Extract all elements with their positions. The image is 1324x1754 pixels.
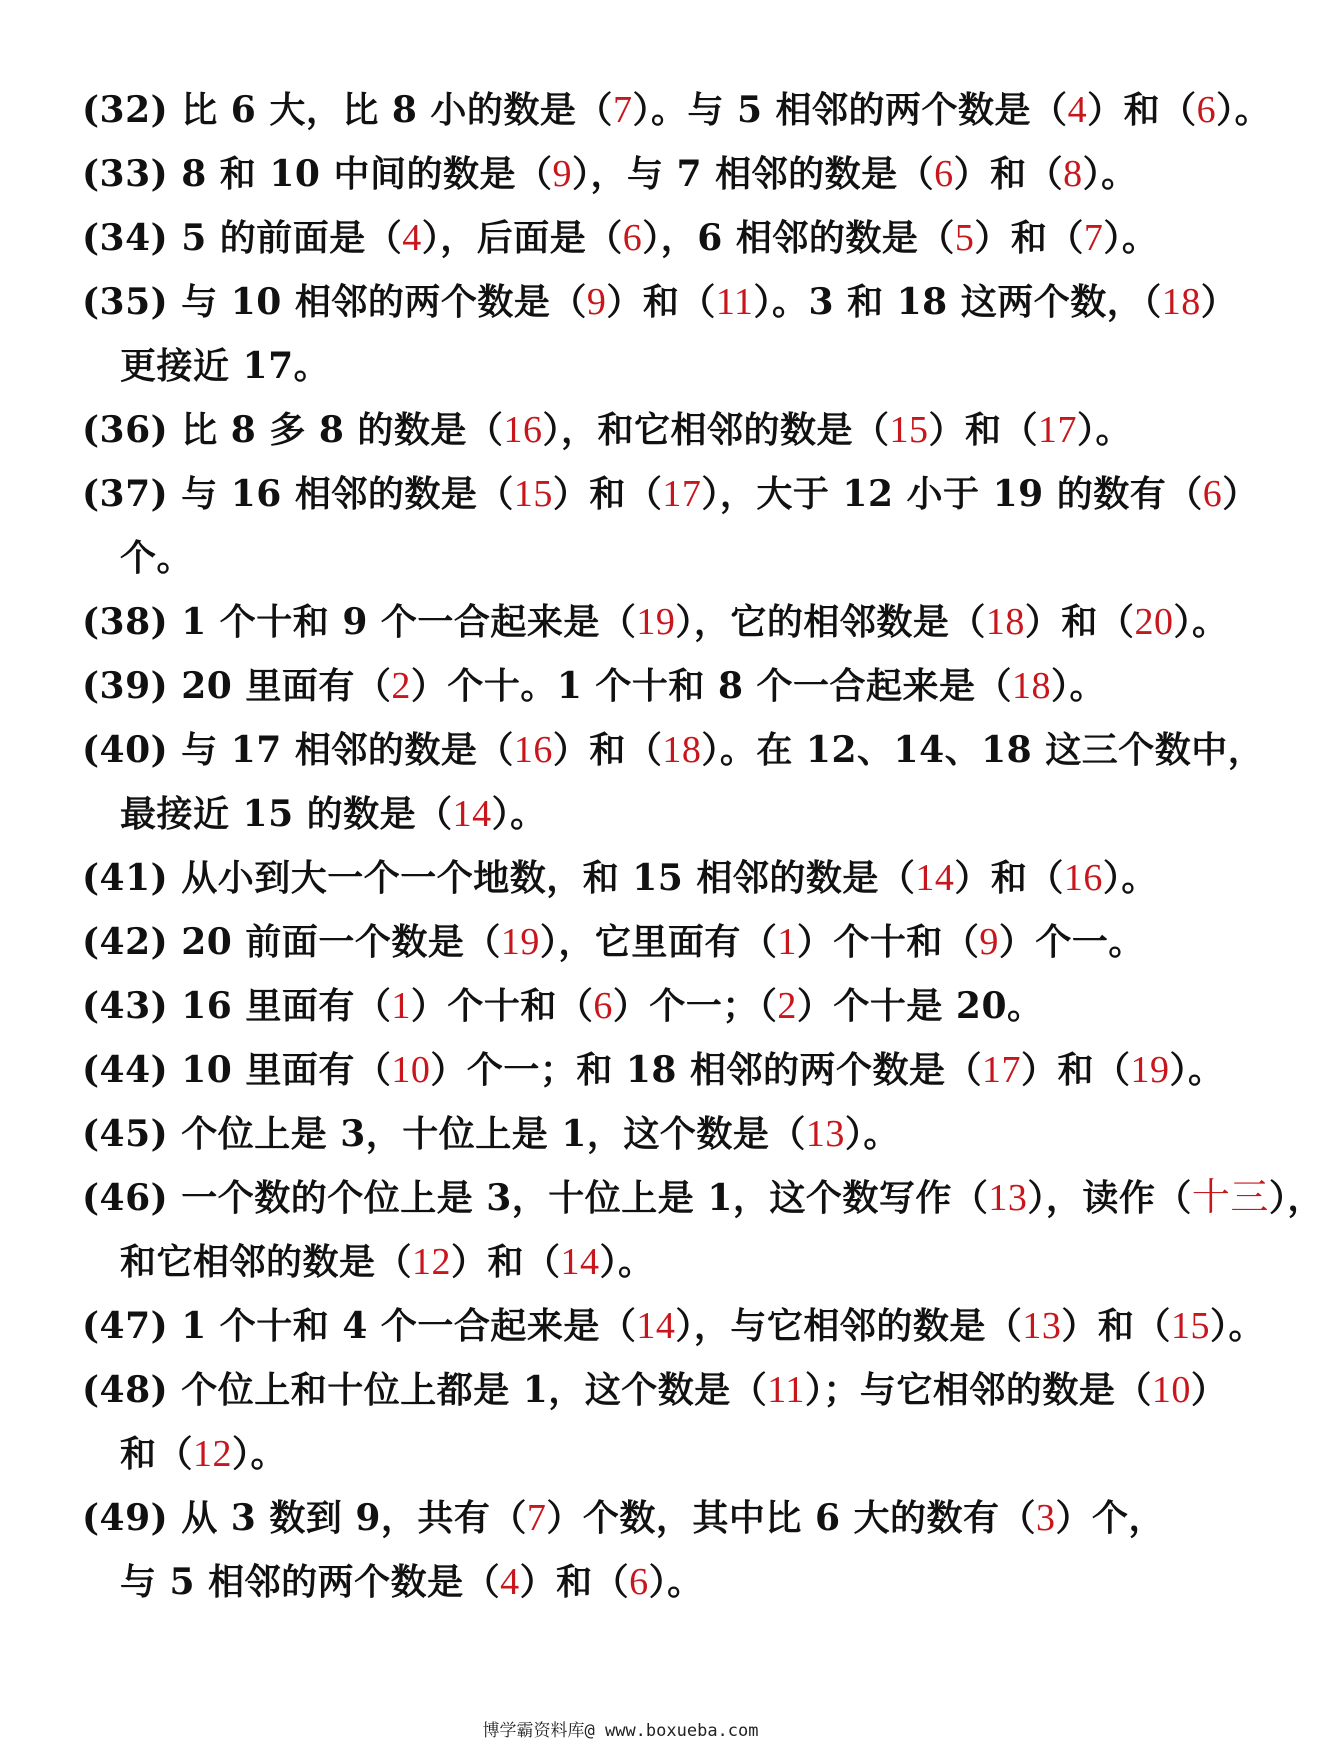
question-43 [82,974,1192,1038]
answer: 13 [988,1177,1028,1219]
answer: 十三 [1191,1177,1269,1219]
answer: 18 [1012,665,1052,707]
answer: 1 [777,921,797,963]
question-35 [82,270,1238,334]
question-37 [82,462,1259,526]
question-text: (34) 5 的前面是（ [82,217,403,259]
question-text: 个。 [120,537,194,579]
question-text: ）和（ [552,729,663,771]
question-text: (33) 8 和 10 中间的数是（ [82,153,553,195]
question-text: 最接近 15 的数是（ [120,793,453,835]
answer: 10 [391,1049,431,1091]
answer: 6 [1202,473,1223,515]
question-text: ）。3 和 18 这两个数，（ [753,281,1162,323]
answer: 19 [1130,1049,1170,1091]
answer: 2 [391,665,411,707]
question-text: (42) 20 前面一个数是（ [82,921,501,963]
question-text: ）和（ [928,409,1038,451]
question-text: ）和（ [974,217,1084,259]
question-text: ），6 相邻的数是（ [642,217,955,259]
answer: 19 [500,921,540,963]
question-text: ）和（ [1087,89,1197,131]
answer: 17 [982,1049,1022,1091]
answer: 2 [777,985,797,1027]
answer: 17 [1037,409,1077,451]
answer: 15 [889,409,929,451]
question-32 [82,78,1272,142]
answer: 16 [503,409,543,451]
answer: 14 [560,1241,600,1283]
question-text: (39) 20 里面有（ [82,665,392,707]
footer-watermark: 博学霸资料库@ www.boxueba.com [482,1721,759,1741]
question-49 [82,1486,1192,1550]
question-34 [82,206,1192,270]
question-47 [82,1294,1265,1358]
question-40-continued [82,782,1192,846]
question-text: ）。 [1102,857,1158,899]
question-text: ）。与 5 相邻的两个数是（ [632,89,1068,131]
question-text: (49) 从 3 数到 9，共有（ [82,1497,527,1539]
question-text: ）个， [1055,1497,1166,1539]
answer: 11 [715,281,754,323]
answer: 9 [552,153,572,195]
question-text: ）。 [648,1561,704,1603]
question-42 [82,910,1192,974]
question-text: ）。 [1051,665,1107,707]
question-text: ）。 [1209,1305,1265,1347]
question-text: ）个十和（ [796,921,980,963]
question-40 [82,718,1265,782]
answer: 7 [612,89,633,131]
question-text: (40) 与 17 相邻的数是（ [82,729,514,771]
question-33 [82,142,1192,206]
question-text: ） [1190,1369,1228,1411]
question-49-continued [82,1550,1192,1614]
answer: 17 [662,473,702,515]
question-text: (46) 一个数的个位上是 3，十位上是 1，这个数写作（ [82,1177,989,1219]
question-46-continued [82,1230,1192,1294]
answer: 4 [500,1561,520,1603]
question-text: ）。 [491,793,547,835]
answer: 18 [1161,281,1201,323]
question-48 [82,1358,1228,1422]
question-text: ）和（ [451,1241,561,1283]
question-text: ）和（ [1021,1049,1131,1091]
question-text: ）。在 12、14、18 这三个数中， [701,729,1265,771]
question-text: ）个一。 [998,921,1145,963]
question-text: ）和（ [519,1561,630,1603]
answer: 6 [593,985,613,1027]
question-48-continued [82,1422,1192,1486]
answer: 5 [954,217,975,259]
question-text: ）个十。1 个十和 8 个一合起来是（ [410,665,1013,707]
answer: 11 [767,1369,805,1411]
question-text: ）。 [844,1113,900,1155]
answer: 14 [452,793,492,835]
answer: 6 [622,217,643,259]
answer: 9 [586,281,607,323]
question-text: ）， [1268,1177,1324,1219]
question-text: ）；与它相邻的数是（ [804,1369,1152,1411]
question-text: ），与 7 相邻的数是（ [571,153,935,195]
question-text: (41) 从小到大一个一个地数，和 15 相邻的数是（ [82,857,916,899]
question-text: ），它的相邻数是（ [675,601,986,643]
answer: 13 [1022,1305,1062,1347]
answer: 7 [1083,217,1104,259]
question-text: (32) 比 6 大，比 8 小的数是（ [82,89,613,131]
question-text: ）。 [599,1241,655,1283]
question-text: (36) 比 8 多 8 的数是（ [82,409,504,451]
question-39 [82,654,1192,718]
question-text: ）。 [232,1433,288,1475]
answer: 18 [985,601,1025,643]
question-text: ）和（ [552,473,663,515]
answer: 6 [629,1561,649,1603]
question-text: ）和（ [953,153,1064,195]
question-text: ）和（ [606,281,716,323]
question-text: 和（ [120,1433,194,1475]
answer: 18 [662,729,702,771]
question-text: ）。 [1103,217,1159,259]
question-text: ）和（ [1061,1305,1171,1347]
question-text: ）和（ [1024,601,1135,643]
question-text: (44) 10 里面有（ [82,1049,392,1091]
question-text: (48) 个位上和十位上都是 1，这个数是（ [82,1369,768,1411]
answer: 12 [193,1433,233,1475]
answer: 7 [526,1497,547,1539]
question-text: ） [1200,281,1238,323]
question-44 [82,1038,1225,1102]
question-text: ）个数，其中比 6 大的数有（ [546,1497,1037,1539]
question-text: ）。 [1169,1049,1225,1091]
question-text: 更接近 17。 [120,345,331,387]
answer: 9 [979,921,999,963]
question-text: ）。 [1082,153,1138,195]
answer: 6 [934,153,954,195]
question-38 [82,590,1229,654]
answer: 19 [636,601,676,643]
question-text: (47) 1 个十和 4 个一合起来是（ [82,1305,637,1347]
question-45 [82,1102,1192,1166]
answer: 10 [1151,1369,1191,1411]
question-text: (37) 与 16 相邻的数是（ [82,473,514,515]
question-text: ）个十是 20。 [796,985,1044,1027]
answer: 20 [1134,601,1174,643]
answer: 13 [805,1113,845,1155]
question-41 [82,846,1192,910]
question-text: ），读作（ [1027,1177,1192,1219]
question-text: ），和它相邻的数是（ [542,409,890,451]
question-text: ），它里面有（ [539,921,778,963]
answer: 4 [1067,89,1088,131]
answer: 6 [1196,89,1217,131]
question-text: ）。 [1076,409,1132,451]
question-text: 与 5 相邻的两个数是（ [120,1561,501,1603]
question-36 [82,398,1192,462]
answer: 16 [1063,857,1103,899]
question-text: ） [1222,473,1259,515]
question-text: (45) 个位上是 3，十位上是 1，这个数是（ [82,1113,806,1155]
answer: 4 [402,217,422,259]
question-list [82,78,1324,1614]
question-text: 和它相邻的数是（ [120,1241,413,1283]
question-text: ）。 [1173,601,1229,643]
answer: 14 [636,1305,676,1347]
question-text: ），大于 12 小于 19 的数有（ [701,473,1203,515]
question-text: ）个一；（ [612,985,778,1027]
question-text: ）和（ [954,857,1064,899]
question-text: (38) 1 个十和 9 个一合起来是（ [82,601,637,643]
question-35-continued [82,334,1192,398]
question-text: ），与它相邻的数是（ [675,1305,1023,1347]
answer: 15 [513,473,553,515]
answer: 1 [391,985,411,1027]
question-text: ），后面是（ [421,217,623,259]
answer: 3 [1036,1497,1056,1539]
answer: 8 [1063,153,1083,195]
question-46 [82,1166,1324,1230]
question-text: ）。 [1216,89,1272,131]
answer: 14 [915,857,955,899]
question-text: ）个十和（ [410,985,594,1027]
answer: 12 [412,1241,452,1283]
answer: 16 [513,729,553,771]
answer: 15 [1170,1305,1210,1347]
question-text: ）个一；和 18 相邻的两个数是（ [430,1049,983,1091]
question-text: (43) 16 里面有（ [82,985,392,1027]
question-text: (35) 与 10 相邻的两个数是（ [82,281,587,323]
question-37-continued [82,526,1192,590]
